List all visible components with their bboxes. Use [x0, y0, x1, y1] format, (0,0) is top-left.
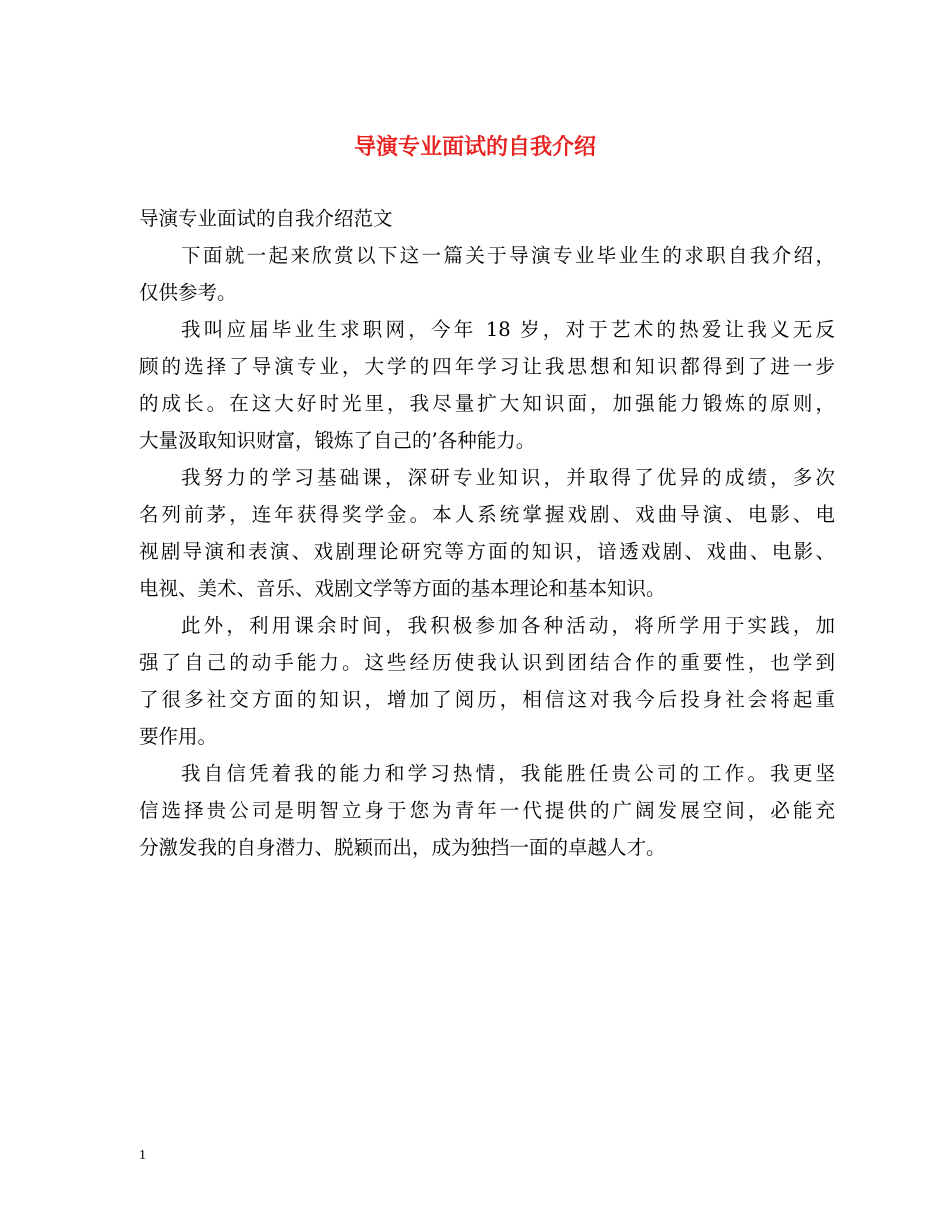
- paragraph-line: 电视、美术、音乐、戏剧文学等方面的基本理论和基本知识。: [139, 577, 666, 600]
- paragraph-line: 仅供参考。: [139, 281, 237, 304]
- document-title: 导演专业面试的自我介绍: [353, 134, 596, 160]
- paragraph-line: 视剧导演和表演、戏剧理论研究等方面的知识，谙透戏剧、戏曲、电影、: [139, 540, 835, 563]
- paragraph-line: 下面就一起来欣赏以下这一篇关于导演专业毕业生的求职自我介绍，: [181, 244, 835, 267]
- page-number: 1: [139, 1148, 146, 1163]
- document-body: [139, 200, 835, 866]
- paragraph-line: 了很多社交方面的知识，增加了阅历，相信这对我今后投身社会将起重: [139, 688, 835, 711]
- document-subtitle: 导演专业面试的自我介绍范文: [139, 207, 393, 230]
- paragraph-line: 名列前茅，连年获得奖学金。本人系统掌握戏剧、戏曲导演、电影、电: [139, 503, 835, 526]
- paragraph-closing: [139, 755, 835, 866]
- paragraph-line: 要作用。: [139, 725, 218, 748]
- paragraph-line: 我叫应届毕业生求职网，今年 18 岁，对于艺术的热爱让我义无反: [181, 318, 835, 341]
- paragraph-line: 的成长。在这大好时光里，我尽量扩大知识面，加强能力锻炼的原则，: [139, 392, 835, 415]
- paragraph-intro: [139, 237, 835, 311]
- paragraph-background: [139, 311, 835, 459]
- paragraph-line: 此外，利用课余时间，我积极参加各种活动，将所学用于实践，加: [181, 614, 835, 637]
- paragraph-line: 大量汲取知识财富，锻炼了自己的’各种能力。: [139, 429, 536, 452]
- paragraph-line: 我努力的学习基础课，深研专业知识，并取得了优异的成绩，多次: [181, 466, 835, 489]
- paragraph-studies: [139, 459, 835, 607]
- paragraph-activities: [139, 607, 835, 755]
- paragraph-line: 顾的选择了导演专业，大学的四年学习让我思想和知识都得到了进一步: [139, 355, 835, 378]
- paragraph-line: 信选择贵公司是明智立身于您为青年一代提供的广阔发展空间，必能充: [139, 799, 835, 822]
- paragraph-line: 分激发我的自身潜力、脱颖而出，成为独挡一面的卓越人才。: [139, 836, 666, 859]
- paragraph-line: 强了自己的动手能力。这些经历使我认识到团结合作的重要性，也学到: [139, 651, 835, 674]
- paragraph-line: 我自信凭着我的能力和学习热情，我能胜任贵公司的工作。我更坚: [181, 762, 835, 785]
